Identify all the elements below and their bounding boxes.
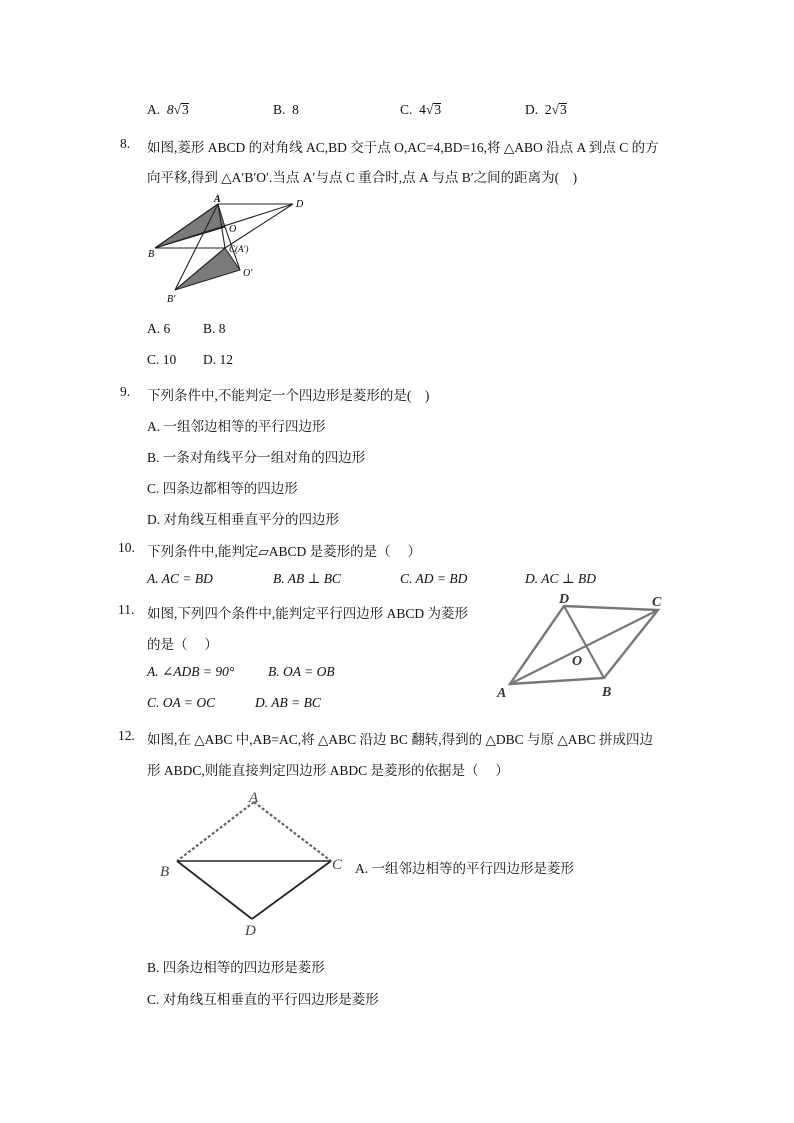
q11-label-o: O bbox=[572, 654, 583, 669]
q11-stem-line2: 的是（ ） bbox=[147, 637, 218, 652]
q9-stem: 下列条件中,不能判定一个四边形是菱形的是( ) bbox=[147, 388, 430, 403]
q7-option-b: B. 8 bbox=[273, 102, 299, 117]
q12-edge-ab bbox=[177, 802, 254, 861]
sqrt-icon: √ bbox=[425, 102, 434, 117]
q12-label-c: C bbox=[332, 857, 343, 873]
q11-label-a: A bbox=[497, 686, 507, 701]
q8-label-b: B bbox=[148, 249, 155, 260]
q9-option-c: C. 四条边都相等的四边形 bbox=[147, 481, 298, 496]
q8-option-c: C. 10 bbox=[147, 352, 177, 367]
q11-option-a: A. ∠ADB = 90° bbox=[147, 664, 235, 679]
q12-option-c: C. 对角线互相垂直的平行四边形是菱形 bbox=[147, 992, 379, 1007]
q9-option-d: D. 对角线互相垂直平分的四边形 bbox=[147, 512, 339, 527]
q9-number: 9. bbox=[120, 384, 131, 399]
q12-number: 12. bbox=[118, 728, 135, 743]
q8-stem-line2: 向平移,得到 △A′B′O′.当点 A′与点 C 重合时,点 A 与点 B′之间的距离为( ) bbox=[147, 170, 578, 185]
q7-option-a: A. 8√3 bbox=[147, 102, 189, 117]
q10-number: 10. bbox=[118, 540, 135, 555]
q11-option-c: C. OA = OC bbox=[147, 695, 216, 710]
q8-label-a: A bbox=[214, 194, 221, 205]
q11-label-b: B bbox=[602, 685, 612, 700]
q8-figure bbox=[145, 192, 315, 307]
q12-edge-cd bbox=[252, 861, 331, 919]
q9-option-a: A. 一组邻边相等的平行四边形 bbox=[147, 419, 326, 434]
q10-option-b: B. AB ⊥ BC bbox=[273, 571, 341, 586]
q12-label-a: A bbox=[249, 790, 259, 806]
q12-label-b: B bbox=[160, 864, 170, 880]
q8-option-b: B. 8 bbox=[203, 321, 226, 336]
q12-figure bbox=[155, 788, 355, 940]
q8-number: 8. bbox=[120, 136, 131, 151]
q12-edge-ac bbox=[254, 802, 331, 861]
q8-label-o2: O′ bbox=[243, 268, 253, 279]
q12-option-b: B. 四条边相等的四边形是菱形 bbox=[147, 960, 325, 975]
q11-label-c: C bbox=[652, 595, 662, 610]
q11-number: 11. bbox=[118, 602, 135, 617]
q11-diagonal-bd bbox=[564, 606, 604, 678]
q7-option-c: C. 4√3 bbox=[400, 102, 442, 117]
q12-stem-line2: 形 ABDC,则能直接判定四边形 ABDC 是菱形的依据是（ ） bbox=[147, 763, 509, 778]
q8-option-d: D. 12 bbox=[203, 352, 233, 367]
q8-label-d: D bbox=[296, 199, 304, 210]
q11-option-b: B. OA = OB bbox=[268, 664, 335, 679]
q10-option-a: A. AC = BD bbox=[147, 571, 213, 586]
q11-stem-line1: 如图,下列四个条件中,能判定平行四边形 ABCD 为菱形 bbox=[147, 606, 469, 621]
q9-option-b: B. 一条对角线平分一组对角的四边形 bbox=[147, 450, 366, 465]
q11-label-d: D bbox=[559, 592, 570, 607]
sqrt-icon: √ bbox=[173, 102, 182, 117]
q10-stem: 下列条件中,能判定▱ABCD 是菱形的是（ ） bbox=[147, 544, 422, 559]
q7-option-d: D. 2√3 bbox=[525, 102, 567, 117]
q8-label-c: C(A′) bbox=[229, 244, 249, 254]
q12-option-a: A. 一组邻边相等的平行四边形是菱形 bbox=[355, 861, 574, 876]
q12-label-d: D bbox=[245, 923, 256, 939]
q8-shaded-triangle-cbo bbox=[175, 248, 240, 290]
q8-label-o: O bbox=[229, 224, 237, 235]
q8-stem-line1: 如图,菱形 ABCD 的对角线 AC,BD 交于点 O,AC=4,BD=16,将 △ABO 沿点 A 到点 C 的方 bbox=[147, 140, 659, 155]
q11-figure bbox=[492, 592, 672, 702]
q12-stem-line1: 如图,在 △ABC 中,AB=AC,将 △ABC 沿边 BC 翻转,得到的 △DBC 与原 △ABC 拼成四边 bbox=[147, 732, 653, 747]
sqrt-icon: √ bbox=[551, 102, 560, 117]
q8-option-a: A. 6 bbox=[147, 321, 171, 336]
q11-diagonal-ac bbox=[510, 610, 658, 684]
q11-option-d: D. AB = BC bbox=[255, 695, 321, 710]
q10-option-d: D. AC ⊥ BD bbox=[525, 571, 596, 586]
q12-edge-bd bbox=[177, 861, 252, 919]
q8-label-b2: B′ bbox=[167, 294, 176, 305]
q10-option-c: C. AD = BD bbox=[400, 571, 468, 586]
